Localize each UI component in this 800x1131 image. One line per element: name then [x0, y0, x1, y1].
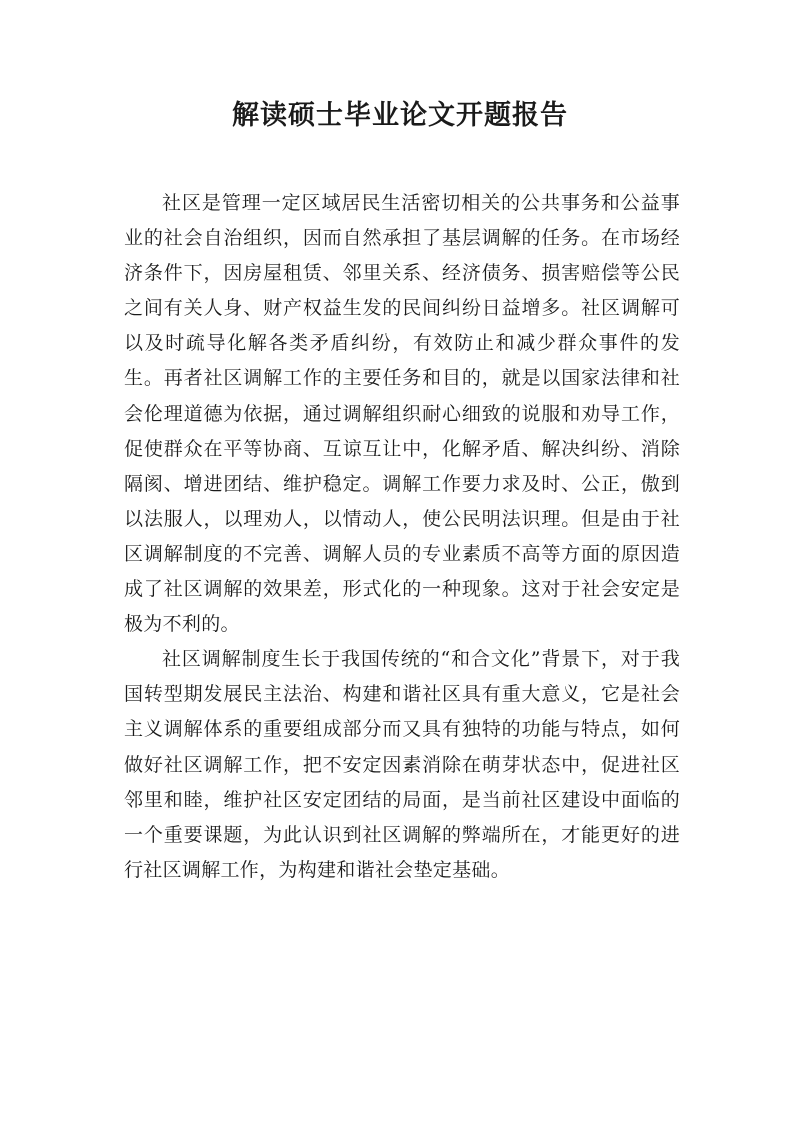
- page-title: 解读硕士毕业论文开题报告: [232, 100, 568, 131]
- paragraph-2: 社区调解制度生长于我国传统的“和合文化”背景下，对于我国转型期发展民主法治、构建和谐社区具有重大意义，它是社会主义调解体系的重要组成部分而又具有独特的功能与特点，如何做好社区调解工作，把不安定因素消除在萌芽状态中，促进社区邻里和睦，维护社区安定团结的局面，是当前社区建设中面临的一个重要课题，为此认识到社区调解的弊端所在，才能更好的进行社区调解工作，为构建和谐社会垫定基础。: [124, 648, 680, 881]
- paragraph-1: 社区是管理一定区域居民生活密切相关的公共事务和公益事业的社会自治组织，因而自然承担了基层调解的任务。在市场经济条件下，因房屋租赁、邻里关系、经济债务、损害赔偿等公民之间有关人身、财产权益生发的民间纠纷日益增多。社区调解可以及时疏导化解各类矛盾纠纷，有效防止和减少群众事件的发生。再者社区调解工作的主要任务和目的，就是以国家法律和社会伦理道德为依据，通过调解组织耐心细致的说服和劝导工作，促使群众在平等协商、互谅互让中，化解矛盾、解决纠纷、消除隔阂、增进团结、维护稳定。调解工作要力求及时、公正，傲到以法服人，以理劝人，以情动人，使公民明法识理。但是由于社区调解制度的不完善、调解人员的专业素质不高等方面的原因造成了社区调解的效果差，形式化的一种现象。这对于社会安定是极为不利的。: [124, 192, 680, 636]
- document-body: [124, 186, 680, 888]
